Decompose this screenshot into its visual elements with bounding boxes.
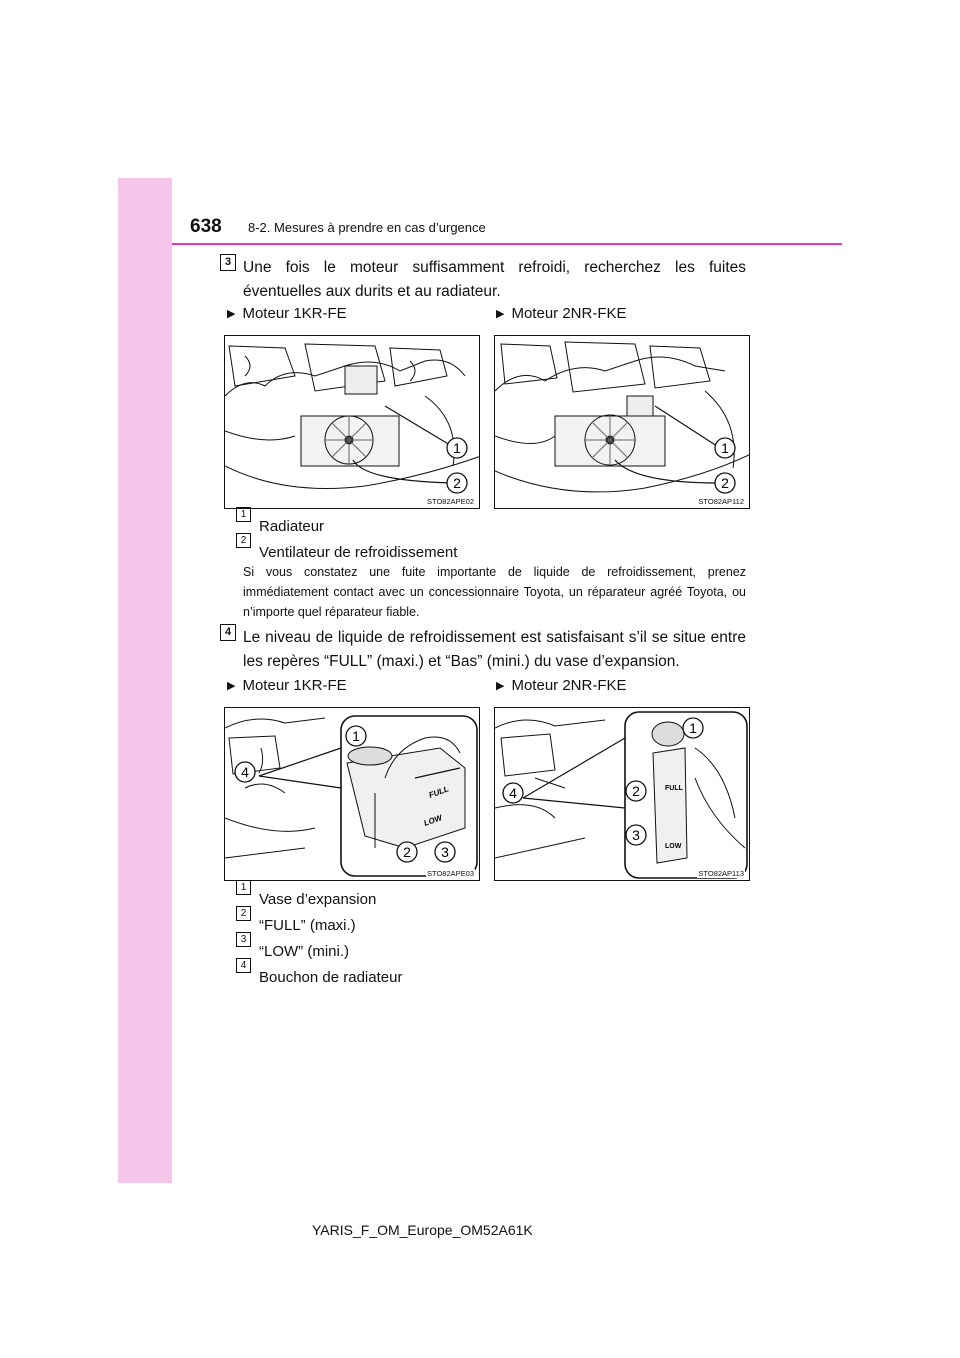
callout-2: 2 — [403, 844, 411, 860]
callout-2: 2 — [632, 783, 640, 799]
triangle-bullet-icon: ▶ — [227, 680, 236, 692]
expansion-tank-illustration — [225, 708, 480, 881]
engine-label-1kr: ▶ Moteur 1KR-FE — [227, 305, 347, 322]
callout-1: 1 — [721, 440, 729, 456]
legend-number: 1 — [236, 880, 251, 895]
full-mark: FULL — [665, 785, 683, 792]
figure-reservoir-1kr — [224, 707, 480, 881]
footer-doc-id: YARIS_F_OM_Europe_OM52A61K — [312, 1222, 533, 1238]
legend-number: 4 — [236, 958, 251, 973]
page-number: 638 — [190, 216, 222, 237]
step4-text: Le niveau de liquide de refroidissement est satisfaisant s’il se situe entre les repères “FULL” (maxi.) et “Bas” (mini.) du vase d’expansion. — [243, 629, 746, 670]
figure-code: STO82APE03 — [427, 869, 474, 878]
figure-reservoir-2nr — [494, 707, 750, 881]
triangle-bullet-icon: ▶ — [227, 308, 236, 320]
full-mark: FULL — [427, 784, 450, 800]
callout-4: 4 — [241, 764, 249, 780]
engine-bay-illustration — [495, 336, 750, 509]
low-mark: LOW — [665, 843, 682, 850]
engine-label-1kr: ▶ Moteur 1KR-FE — [227, 677, 347, 694]
step3-text: Une fois le moteur suffisamment refroidi, recherchez les fuites éventuelles aux durits et au radiateur. — [243, 259, 746, 300]
legend-number: 1 — [236, 507, 251, 522]
figure-code: STO82AP112 — [698, 497, 744, 506]
step-badge-4: 4 — [220, 624, 236, 641]
callout-1: 1 — [453, 440, 461, 456]
section-header: 8-2. Mesures à prendre en cas d’urgence — [248, 220, 486, 235]
legend-label: Vase d’expansion — [259, 891, 377, 908]
callout-4: 4 — [509, 785, 517, 801]
legend-number: 2 — [236, 906, 251, 921]
figure-radiator-2nr — [494, 335, 750, 509]
expansion-tank-illustration — [495, 708, 750, 881]
callout-3: 3 — [441, 844, 449, 860]
callout-1: 1 — [689, 720, 697, 736]
step-badge-3: 3 — [220, 254, 236, 271]
engine-label-2nr: ▶ Moteur 2NR-FKE — [496, 677, 627, 694]
legend-label: “FULL” (maxi.) — [259, 917, 356, 934]
triangle-bullet-icon: ▶ — [496, 308, 505, 320]
callout-3: 3 — [632, 827, 640, 843]
legend-label: Radiateur — [259, 518, 325, 535]
legend-label: Bouchon de radiateur — [259, 969, 403, 986]
header-rule — [172, 243, 842, 245]
legend-number: 2 — [236, 533, 251, 548]
figure-radiator-1kr — [224, 335, 480, 509]
legend-label: “LOW” (mini.) — [259, 943, 349, 960]
engine-bay-illustration — [225, 336, 480, 509]
side-tab-bar — [118, 178, 172, 1183]
triangle-bullet-icon: ▶ — [496, 680, 505, 692]
leak-note: Si vous constatez une fuite importante de liquide de refroidissement, prenez immédiatement contact avec un concessionnaire Toyota, un réparateur agréé Toyota, ou n’importe quel réparateur fiable. — [243, 565, 746, 619]
callout-2: 2 — [453, 475, 461, 491]
legend-number: 3 — [236, 932, 251, 947]
low-mark: LOW — [422, 813, 444, 828]
callout-1: 1 — [352, 728, 360, 744]
legend-label: Ventilateur de refroidissement — [259, 544, 458, 561]
engine-label-2nr: ▶ Moteur 2NR-FKE — [496, 305, 627, 322]
figure-code: STO82APE02 — [427, 497, 474, 506]
callout-2: 2 — [721, 475, 729, 491]
figure-code: STO82AP113 — [698, 869, 744, 878]
